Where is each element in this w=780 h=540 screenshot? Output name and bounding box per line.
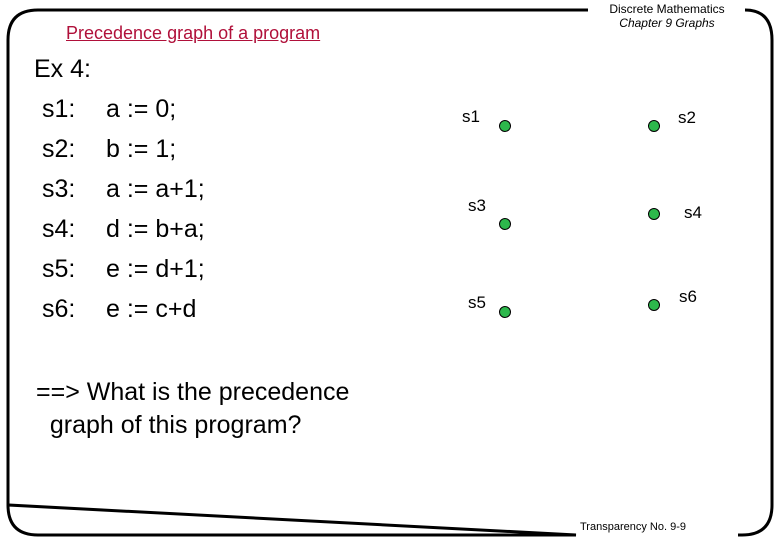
graph-node-s1 (500, 121, 511, 132)
chapter-subtitle: Chapter 9 Graphs (619, 16, 715, 30)
program-line (42, 174, 205, 204)
graph-node-s2 (649, 121, 660, 132)
statement-code: d := b+a; (106, 215, 205, 243)
example-label: Ex 4: (34, 55, 91, 83)
statement-label: s5: (42, 255, 76, 283)
statement-code: b := 1; (106, 135, 177, 163)
statement-label: s1: (42, 95, 76, 123)
statement-code: e := d+1; (106, 255, 205, 283)
course-title: Discrete Mathematics (609, 2, 725, 16)
statement-label: s6: (42, 295, 76, 323)
node-label-s6: s6 (679, 287, 697, 306)
program-line (42, 214, 205, 244)
node-label-s3: s3 (468, 196, 486, 215)
node-label-s1: s1 (462, 107, 480, 126)
program-line (42, 294, 196, 324)
node-label-s5: s5 (468, 293, 486, 312)
statement-label: s3: (42, 175, 76, 203)
node-label-s4: s4 (684, 203, 702, 222)
statement-label: s4: (42, 215, 76, 243)
transparency-number: Transparency No. 9-9 (580, 521, 686, 533)
precedence-graph (500, 121, 660, 318)
program-line (42, 254, 205, 284)
graph-node-s4 (649, 209, 660, 220)
node-label-s2: s2 (678, 108, 696, 127)
statement-code: e := c+d (106, 295, 197, 323)
program-line (42, 94, 176, 124)
statement-code: a := a+1; (106, 175, 205, 203)
graph-node-s3 (500, 219, 511, 230)
graph-node-s5 (500, 307, 511, 318)
slide-title: Precedence graph of a program (66, 23, 321, 43)
statement-code: a := 0; (106, 95, 177, 123)
question-text: ==> What is the precedence graph of this program? (36, 378, 350, 439)
graph-node-s6 (649, 300, 660, 311)
statement-label: s2: (42, 135, 76, 163)
program-line (42, 134, 176, 164)
